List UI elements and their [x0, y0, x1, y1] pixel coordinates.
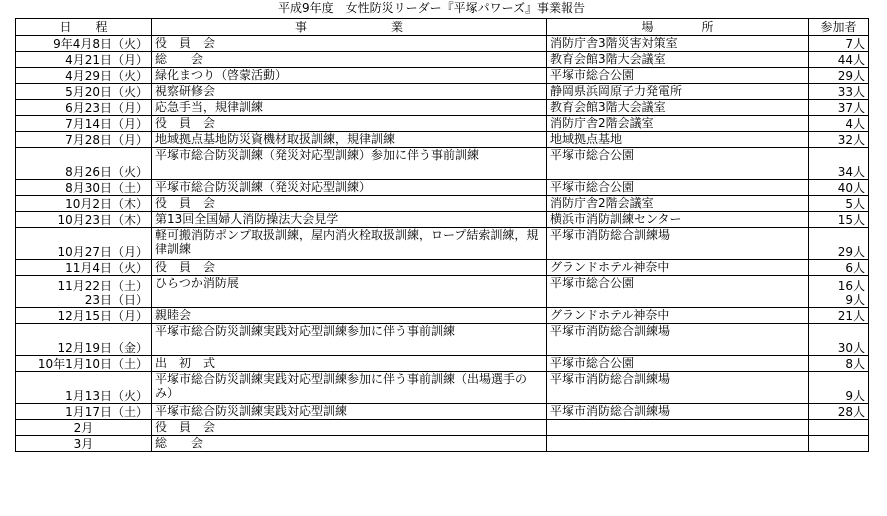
cell-date: 12月15日（月）: [16, 308, 152, 324]
cell-count: 32人: [809, 132, 869, 148]
cell-count: 15人: [809, 212, 869, 228]
table-row: [16, 68, 869, 84]
cell-date: 7月28日（月）: [16, 132, 152, 148]
cell-place: 教育会館3階大会議室: [547, 52, 809, 68]
table-row: [16, 308, 869, 324]
title-text: 平成9年度 女性防災リーダー『平塚パワーズ』事業報告: [277, 1, 586, 15]
header-date: 日 程: [16, 19, 152, 36]
cell-event: 地域拠点基地防災資機材取扱訓練，規律訓練: [152, 132, 547, 148]
cell-place: 消防庁舎2階会議室: [547, 116, 809, 132]
cell-date: [16, 276, 152, 308]
page-title: [0, 1, 887, 15]
cell-event: 役 員 会: [152, 260, 547, 276]
table-row: [16, 212, 869, 228]
table-row: [16, 132, 869, 148]
cell-place: 教育会館3階大会議室: [547, 100, 809, 116]
cell-count: 7人: [809, 36, 869, 52]
cell-count: [809, 420, 869, 436]
cell-count: 30人: [809, 324, 869, 356]
cell-date: 9年4月8日（火）: [16, 36, 152, 52]
header-place: 場 所: [547, 19, 809, 36]
cell-place: 平塚市総合公園: [547, 356, 809, 372]
cell-date: 10月27日（月）: [16, 228, 152, 260]
cell-count: 34人: [809, 148, 869, 180]
cell-place: 消防庁舎3階災害対策室: [547, 36, 809, 52]
cell-count: 29人: [809, 228, 869, 260]
table-row: [16, 100, 869, 116]
table-row: [16, 228, 869, 260]
table-row: [16, 116, 869, 132]
cell-count: 4人: [809, 116, 869, 132]
table-row: [16, 260, 869, 276]
cell-count-first: 16人: [837, 279, 865, 293]
cell-date: 4月21日（月）: [16, 52, 152, 68]
table-row: [16, 404, 869, 420]
cell-event: 応急手当，規律訓練: [152, 100, 547, 116]
cell-place: 横浜市消防訓練センター: [547, 212, 809, 228]
table-row: [16, 148, 869, 180]
cell-date: 12月19日（金）: [16, 324, 152, 356]
cell-date: 1月17日（土）: [16, 404, 152, 420]
cell-place: 平塚市総合公園: [547, 276, 809, 308]
cell-event: 視察研修会: [152, 84, 547, 100]
cell-event: 平塚市総合防災訓練実践対応型訓練参加に伴う事前訓練（出場選手のみ）: [152, 372, 547, 404]
cell-count: [809, 436, 869, 452]
cell-count: 44人: [809, 52, 869, 68]
cell-date: 4月29日（火）: [16, 68, 152, 84]
table-row: [16, 276, 869, 308]
table-row: [16, 196, 869, 212]
table-row: [16, 52, 869, 68]
cell-count: 33人: [809, 84, 869, 100]
cell-date: 6月23日（月）: [16, 100, 152, 116]
cell-count: 9人: [809, 372, 869, 404]
table-row: [16, 420, 869, 436]
cell-place: グランドホテル神奈中: [547, 260, 809, 276]
cell-count: 6人: [809, 260, 869, 276]
cell-place: 平塚市消防総合訓練場: [547, 372, 809, 404]
table-row: [16, 36, 869, 52]
table-row: [16, 436, 869, 452]
cell-count-second: 9人: [845, 293, 865, 307]
cell-date: 8月26日（火）: [16, 148, 152, 180]
table-row: [16, 372, 869, 404]
table-row: [16, 84, 869, 100]
cell-count: 8人: [809, 356, 869, 372]
cell-event: 役 員 会: [152, 36, 547, 52]
cell-count: 37人: [809, 100, 869, 116]
table-row: [16, 324, 869, 356]
cell-place: [547, 420, 809, 436]
cell-date: 8月30日（土）: [16, 180, 152, 196]
cell-date: 11月4日（火）: [16, 260, 152, 276]
report-table: [15, 18, 869, 452]
cell-date: 7月14日（月）: [16, 116, 152, 132]
cell-place: 平塚市総合公園: [547, 68, 809, 84]
header-count: 参加者: [809, 19, 869, 36]
cell-event: 役 員 会: [152, 116, 547, 132]
cell-event: 総 会: [152, 436, 547, 452]
cell-place: 地域拠点基地: [547, 132, 809, 148]
cell-date: 2月: [16, 420, 152, 436]
cell-event: 出 初 式: [152, 356, 547, 372]
cell-event: 軽可搬消防ポンプ取扱訓練，屋内消火栓取扱訓練，ロープ結索訓練，規律訓練: [152, 228, 547, 260]
cell-event: 平塚市総合防災訓練（発災対応型訓練）参加に伴う事前訓練: [152, 148, 547, 180]
cell-event: 平塚市総合防災訓練実践対応型訓練: [152, 404, 547, 420]
cell-place: 平塚市総合公園: [547, 148, 809, 180]
cell-place: 消防庁舎2階会議室: [547, 196, 809, 212]
cell-place: [547, 436, 809, 452]
cell-place: 平塚市消防総合訓練場: [547, 228, 809, 260]
cell-event: 親睦会: [152, 308, 547, 324]
cell-count: 29人: [809, 68, 869, 84]
cell-event: 役 員 会: [152, 420, 547, 436]
cell-event: 役 員 会: [152, 196, 547, 212]
cell-event: 総 会: [152, 52, 547, 68]
cell-place: 平塚市消防総合訓練場: [547, 404, 809, 420]
cell-count: 21人: [809, 308, 869, 324]
cell-event: 緑化まつり（啓蒙活動）: [152, 68, 547, 84]
cell-count: 40人: [809, 180, 869, 196]
cell-date-second: 23日（日）: [84, 293, 148, 307]
cell-place: 静岡県浜岡原子力発電所: [547, 84, 809, 100]
cell-date-first: 11月22日（土）: [57, 279, 148, 293]
table-row: [16, 356, 869, 372]
cell-date: 10年1月10日（土）: [16, 356, 152, 372]
cell-place: グランドホテル神奈中: [547, 308, 809, 324]
cell-place: 平塚市消防総合訓練場: [547, 324, 809, 356]
header-event: 事 業: [152, 19, 547, 36]
cell-date: 10月2日（木）: [16, 196, 152, 212]
cell-event: 平塚市総合防災訓練実践対応型訓練参加に伴う事前訓練: [152, 324, 547, 356]
header-row: [16, 19, 869, 36]
cell-date: 5月20日（火）: [16, 84, 152, 100]
cell-date: 10月23日（木）: [16, 212, 152, 228]
cell-count: [809, 276, 869, 308]
cell-event: 平塚市総合防災訓練（発災対応型訓練）: [152, 180, 547, 196]
cell-date: 1月13日（火）: [16, 372, 152, 404]
cell-date: 3月: [16, 436, 152, 452]
cell-event: 第13回全国婦人消防操法大会見学: [152, 212, 547, 228]
cell-count: 28人: [809, 404, 869, 420]
cell-count: 5人: [809, 196, 869, 212]
cell-event: ひらつか消防展: [152, 276, 547, 308]
cell-place: 平塚市総合公園: [547, 180, 809, 196]
table-row: [16, 180, 869, 196]
